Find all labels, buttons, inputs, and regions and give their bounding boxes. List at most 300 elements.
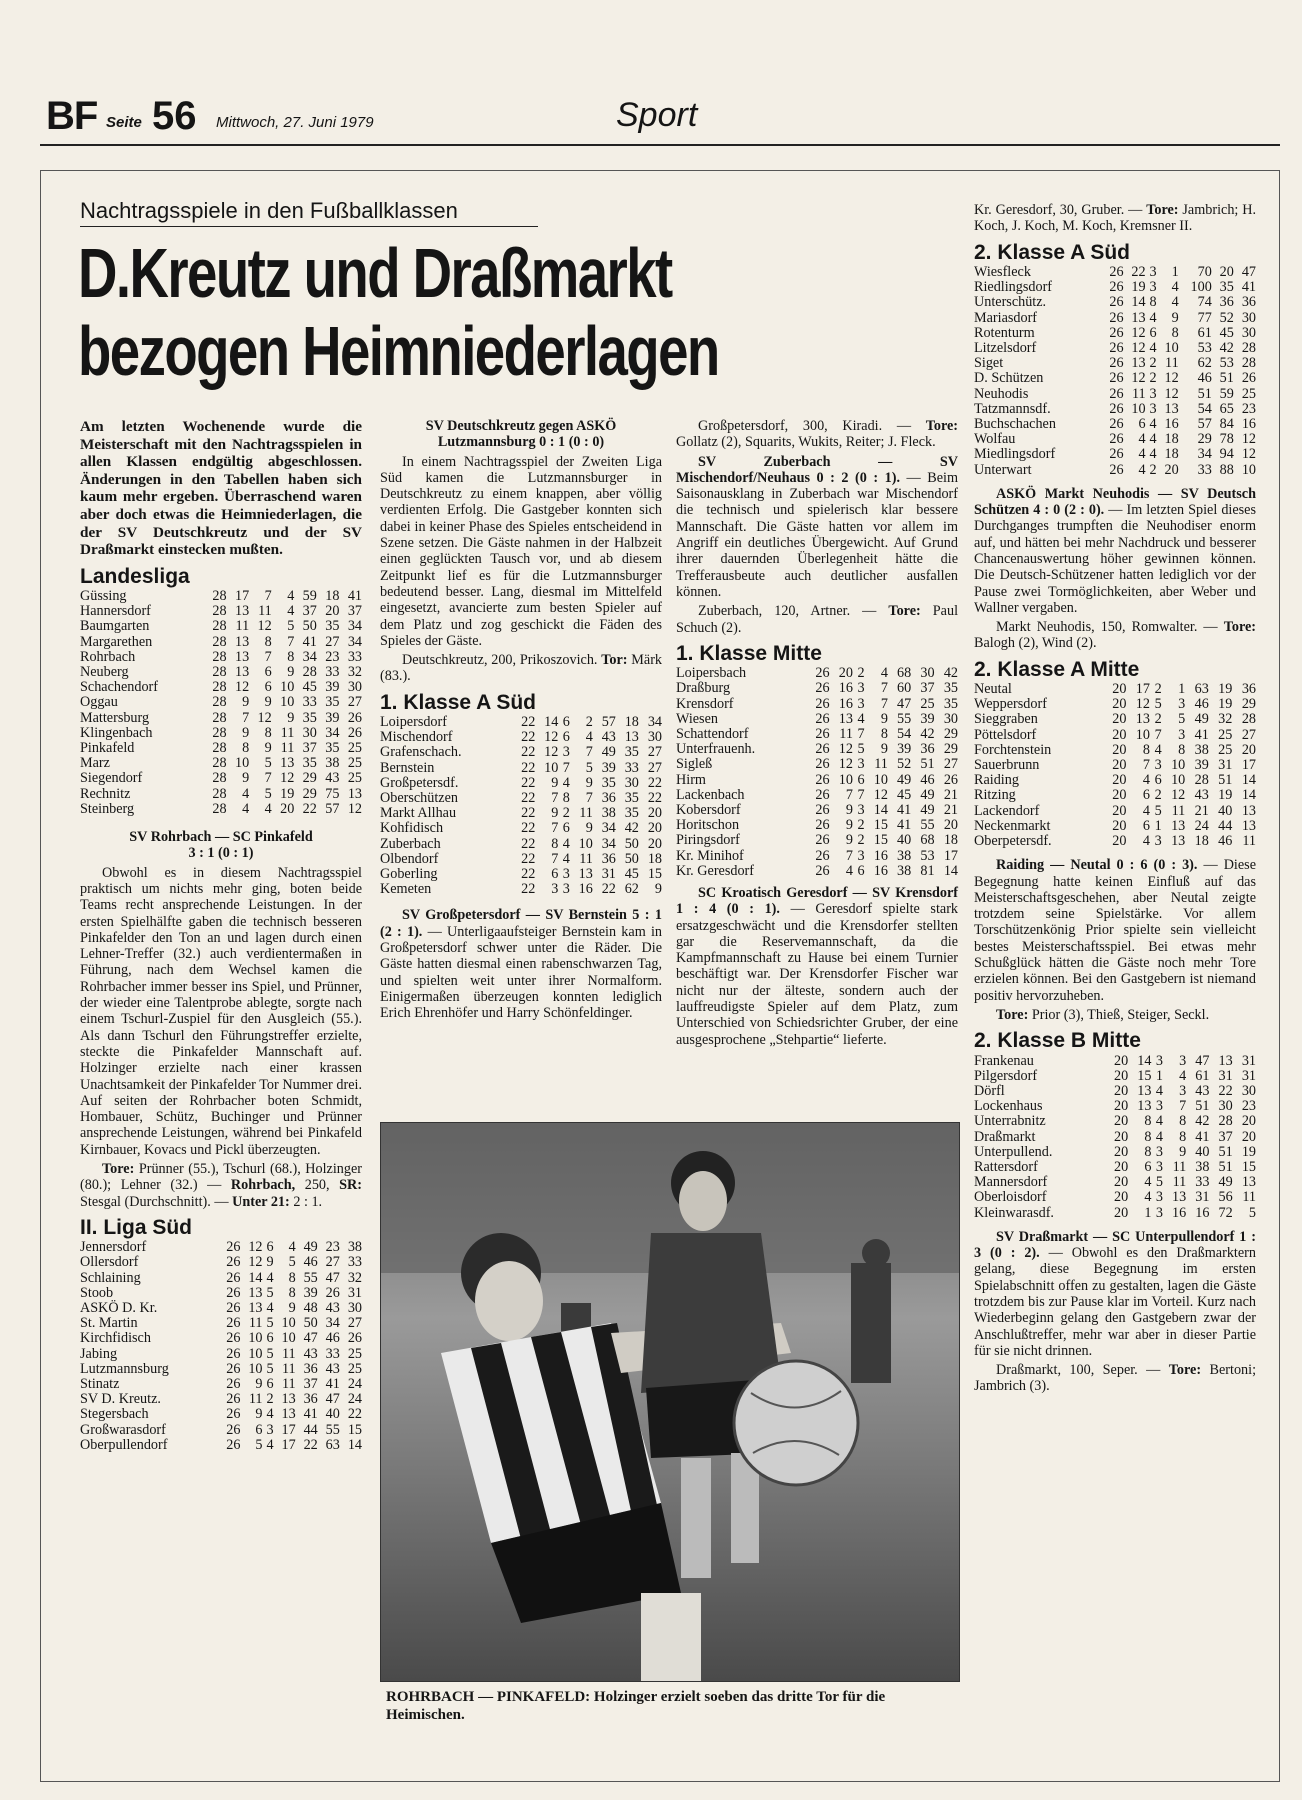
match-photo <box>380 1122 960 1682</box>
stat-cell: 31 <box>1218 757 1233 774</box>
stat-cell: 2 <box>562 805 570 822</box>
stat-cell: 20 <box>1114 1082 1129 1099</box>
stat-cell: 6 <box>264 679 272 696</box>
stat-cell: 11 <box>235 618 250 635</box>
stat-cell: 37 <box>302 603 317 620</box>
stat-cell: 30 <box>647 729 662 746</box>
stat-cell: 13 <box>234 603 250 620</box>
stat-cell: 16 <box>873 862 888 879</box>
stat-cell: 23 <box>1241 400 1256 417</box>
stat-cell: 7 <box>551 820 559 837</box>
stat-cell: 11 <box>1172 1158 1187 1175</box>
table-row <box>974 1206 1256 1221</box>
stat-cell: 26 <box>325 1284 340 1301</box>
team-name: Piringsdorf <box>676 832 740 849</box>
stat-cell: 9 <box>264 694 272 711</box>
stat-cell: 26 <box>815 680 830 697</box>
standings-table-k1mitte <box>676 666 958 879</box>
stat-cell: 13 <box>281 1391 296 1408</box>
stat-cell: 40 <box>1218 802 1233 819</box>
stat-cell: 26 <box>226 1421 241 1438</box>
table-row <box>974 758 1256 773</box>
stat-cell: 28 <box>1241 355 1256 372</box>
report-markt-neuhodis-end: Markt Neuhodis, 150, Romwalter. — Tore: Balogh (2), Wind (2). <box>974 619 1257 652</box>
stat-cell: 7 <box>264 648 272 665</box>
stat-cell: 3 <box>857 801 865 818</box>
team-name: Kr. Geresdorf <box>676 862 755 879</box>
stat-cell: 100 <box>1190 279 1212 296</box>
stat-cell: 3 <box>1155 1158 1164 1175</box>
stat-cell: 44 <box>1218 817 1233 834</box>
team-name: Lackenbach <box>676 786 745 803</box>
team-name: Oberpullendorf <box>80 1436 168 1453</box>
stat-cell: 50 <box>303 1315 318 1332</box>
table-row <box>974 371 1256 386</box>
table-row <box>676 788 958 803</box>
stat-cell: 11 <box>280 740 295 757</box>
stat-cell: 45 <box>624 866 639 883</box>
stat-cell: 16 <box>578 881 593 898</box>
stat-cell: 14 <box>544 714 559 731</box>
stat-cell: 16 <box>1241 415 1256 432</box>
stat-cell: 4 <box>1138 461 1146 478</box>
table-row <box>974 280 1256 295</box>
stat-cell: 5 <box>287 618 295 635</box>
stat-cell: 9 <box>287 709 295 726</box>
stat-cell: 88 <box>1219 461 1234 478</box>
table-row <box>676 818 958 833</box>
table-row <box>974 682 1256 697</box>
stat-cell: 13 <box>280 755 295 772</box>
stat-cell: 35 <box>325 740 340 757</box>
stat-cell: 22 <box>647 790 662 807</box>
stat-cell: 16 <box>873 847 888 864</box>
stat-cell: 7 <box>585 790 593 807</box>
stat-cell: 13 <box>347 785 362 802</box>
stat-cell: 13 <box>1241 817 1256 834</box>
stat-cell: 29 <box>1197 431 1212 448</box>
stat-cell: 7 <box>1179 1098 1187 1115</box>
stat-cell: 29 <box>943 725 958 742</box>
table-row <box>974 1130 1256 1145</box>
team-name: Kleinwarasdf. <box>974 1204 1054 1221</box>
stat-cell: 6 <box>1144 1158 1152 1175</box>
stat-cell: 12 <box>248 1239 263 1256</box>
stat-cell: 13 <box>1171 817 1186 834</box>
table-row <box>380 715 662 730</box>
stat-cell: 5 <box>266 1360 274 1377</box>
stat-cell: 35 <box>624 805 639 822</box>
table-row <box>974 1114 1256 1129</box>
brand-logo: BF <box>46 94 98 138</box>
team-name: Mannersdorf <box>974 1174 1048 1191</box>
stat-cell: 29 <box>302 770 317 787</box>
stat-cell: 32 <box>347 664 362 681</box>
stat-cell: 3 <box>1178 696 1186 713</box>
stat-cell: 16 <box>1164 415 1179 432</box>
stat-cell: 43 <box>303 1345 318 1362</box>
stat-cell: 7 <box>242 709 250 726</box>
stat-cell: 20 <box>1241 741 1256 758</box>
table-row <box>80 1316 362 1331</box>
stat-cell: 21 <box>943 801 958 818</box>
stat-cell: 28 <box>212 785 227 802</box>
stat-cell: 10 <box>838 771 853 788</box>
stat-cell: 4 <box>266 1406 274 1423</box>
stat-cell: 23 <box>1241 1098 1256 1115</box>
stat-cell: 26 <box>347 724 362 741</box>
stat-cell: 38 <box>601 805 616 822</box>
stat-cell: 55 <box>325 1421 340 1438</box>
stat-cell: 25 <box>1218 741 1233 758</box>
table-row <box>676 849 958 864</box>
stat-cell: 55 <box>897 710 912 727</box>
table-row <box>80 1423 362 1438</box>
stat-cell: 41 <box>302 633 317 650</box>
stat-cell: 35 <box>624 744 639 761</box>
headline-line-1: D.Kreutz und Draßmarkt <box>78 234 672 312</box>
stat-cell: 1 <box>1154 817 1162 834</box>
stat-cell: 15 <box>873 832 888 849</box>
team-name: Jennersdorf <box>80 1239 147 1256</box>
report-raiding-neutal: Raiding — Neutal 0 : 6 (0 : 3). — Diese Begegnung hatte keinen Einfluß auf das Meisterschaftsgeschehen, aber Neutal zeigte trotzdem seine Spielstärke. Vor allem Torschützenkönig Prior spielte sein vielleicht bestes Meisterschaftsspiel. Bei etwas mehr Schußglück hätten die Gäste noch mehr Tore erzielen können. Bei den Gastgebern ist niemand positiv hervorzuheben. <box>974 857 1256 1004</box>
stat-cell: 3 <box>562 744 570 761</box>
stat-cell: 48 <box>303 1300 318 1317</box>
stat-cell: 15 <box>1241 1158 1256 1175</box>
team-name: Großpetersdf. <box>380 774 459 791</box>
stat-cell: 26 <box>1109 309 1124 326</box>
stat-cell: 59 <box>1219 385 1234 402</box>
table-row <box>974 728 1256 743</box>
table-row <box>380 882 662 897</box>
team-name: Bernstein <box>380 759 435 776</box>
stat-cell: 35 <box>302 709 317 726</box>
stat-cell: 40 <box>325 1406 340 1423</box>
stat-cell: 51 <box>1197 385 1212 402</box>
stat-cell: 7 <box>264 588 272 605</box>
column-2 <box>380 418 662 1025</box>
stat-cell: 1 <box>1171 263 1179 280</box>
table-row <box>974 1069 1256 1084</box>
stat-cell: 14 <box>248 1269 263 1286</box>
team-name: Buchschachen <box>974 415 1056 432</box>
stat-cell: 9 <box>845 817 853 834</box>
stat-cell: 38 <box>897 847 912 864</box>
stat-cell: 3 <box>562 866 570 883</box>
stat-cell: 28 <box>212 694 227 711</box>
stat-cell: 51 <box>1218 1143 1233 1160</box>
stat-cell: 6 <box>266 1239 274 1256</box>
stat-cell: 20 <box>1164 461 1179 478</box>
team-name: Kobersdorf <box>676 801 741 818</box>
stat-cell: 17 <box>281 1421 296 1438</box>
column-4 <box>974 202 1256 1398</box>
stat-cell: 11 <box>1171 802 1186 819</box>
report-scorers-rohrbach: Tore: Prünner (55.), Tschurl (68.), Holzinger (80.); Lehner (32.) — Rohrbach, 250, SR: Stesgal (Durchschnitt). — Unter 21: 2 : 1. <box>80 1161 363 1210</box>
stat-cell: 41 <box>347 588 362 605</box>
stat-cell: 9 <box>1171 309 1179 326</box>
stat-cell: 43 <box>325 770 340 787</box>
stat-cell: 4 <box>1144 1189 1152 1206</box>
table-row <box>380 837 662 852</box>
stat-cell: 12 <box>1241 431 1256 448</box>
stat-cell: 81 <box>920 862 935 879</box>
stat-cell: 11 <box>248 1315 263 1332</box>
stat-cell: 4 <box>287 603 295 620</box>
stat-cell: 26 <box>1109 370 1124 387</box>
stat-cell: 28 <box>212 709 227 726</box>
table-row <box>676 803 958 818</box>
table-row <box>80 1240 362 1255</box>
stat-cell: 19 <box>1218 787 1233 804</box>
stat-cell: 36 <box>1241 681 1256 697</box>
stat-cell: 12 <box>248 1254 263 1271</box>
team-name: Markt Allhau <box>380 805 457 822</box>
stat-cell: 5 <box>266 1315 274 1332</box>
stat-cell: 15 <box>347 1421 362 1438</box>
table-row <box>676 773 958 788</box>
stat-cell: 34 <box>325 724 340 741</box>
team-name: Großwarasdorf <box>80 1421 166 1438</box>
table-row <box>974 341 1256 356</box>
table-row <box>80 1286 362 1301</box>
stat-cell: 7 <box>845 847 853 864</box>
stat-cell: 36 <box>303 1360 318 1377</box>
table-row <box>380 761 662 776</box>
stat-cell: 6 <box>1138 415 1146 432</box>
stat-cell: 11 <box>281 1376 296 1393</box>
stat-cell: 14 <box>347 1436 362 1453</box>
stat-cell: 10 <box>1164 339 1179 356</box>
stat-cell: 4 <box>1138 431 1146 448</box>
table-row <box>974 402 1256 417</box>
stat-cell: 31 <box>1195 1189 1210 1206</box>
stat-cell: 34 <box>325 1315 340 1332</box>
report-text-rohrbach: Obwohl es in diesem Nachtragsspiel praktisch um nichts mehr ging, boten beide Teams recht ansprechende Leistungen. In der ersten Spielhälfte gaben die technisch besseren Pinkafelder den Ton an und lagen durch einen Lehner-Treffer (32.) auch verdientermaßen in Führung, nach dem Wechsel kamen die Rohrbacher immer besser ins Spiel, und Prünner, der wieder eine Talentprobe ablegte, sorgte nach einem Tschurl-Zuspiel für den Ausgleich (55.). Als dann Tschurl den Führungstreffer erzielte, steckte die Pinkafelder Mannschaft auf. Holzinger erzielte nach einer krassen Unachtsamkeit der Pinkafelder Tor Nummer drei. Auf seiten der Rohrbacher boten Schmidt, Hombauer, Schütz, Buchinger und Prünner ansprechende Leistungen, während bei Pinkafeld Kirnbauer, Kovacs und Pickl überzeugten. <box>80 864 362 1158</box>
table-row <box>974 432 1256 447</box>
team-name: Neuberg <box>80 664 129 681</box>
table-title-k2amitte: 2. Klasse A Mitte <box>974 657 1140 681</box>
stat-cell: 13 <box>248 1300 263 1317</box>
stat-cell: 43 <box>325 1300 340 1317</box>
stat-cell: 4 <box>287 588 295 605</box>
stat-cell: 8 <box>264 724 272 741</box>
stat-cell: 13 <box>1241 802 1256 819</box>
table-row <box>80 650 362 665</box>
stat-cell: 46 <box>325 1330 340 1347</box>
stat-cell: 10 <box>248 1360 263 1377</box>
stat-cell: 57 <box>1197 415 1212 432</box>
stat-cell: 4 <box>1179 1067 1187 1084</box>
table-row <box>974 326 1256 341</box>
report-grosspetersdorf-end: Großpetersdorf, 300, Kiradi. — Tore: Gollatz (2), Squarits, Wukits, Reiter; J. Fleck. <box>676 418 959 451</box>
stat-cell: 4 <box>264 800 272 817</box>
stat-cell: 10 <box>248 1330 263 1347</box>
stat-cell: 5 <box>264 785 272 802</box>
team-name: Rattersdorf <box>974 1158 1038 1175</box>
report-grosspetersdorf: SV Großpetersdorf — SV Bernstein 5 : 1 (2 : 1). — Unterligaaufsteiger Bernstein kam in Großpetersdorf schwer unter die Räder. Die Gäste hatten diesmal einen rabenschwarzen Tag, und spielten weit unter ihrer Normalform. Einigermaßen überzeugen konnten lediglich Erich Ehrenhöfer und Harry Schönfeldinger. <box>380 907 662 1022</box>
stat-cell: 12 <box>1241 446 1256 463</box>
stat-cell: 3 <box>1149 400 1157 417</box>
stat-cell: 28 <box>212 724 227 741</box>
standings-table-k1asued <box>380 715 662 897</box>
team-name: Klingenbach <box>80 724 153 741</box>
stat-cell: 3 <box>1155 1189 1164 1206</box>
stat-cell: 3 <box>1149 279 1157 296</box>
stat-cell: 18 <box>943 832 958 849</box>
stat-cell: 26 <box>815 665 830 682</box>
stat-cell: 84 <box>1219 415 1234 432</box>
stat-cell: 5 <box>857 741 865 758</box>
standings-table-k2asued <box>974 265 1256 478</box>
stat-cell: 29 <box>302 785 317 802</box>
team-name: Goberling <box>380 866 438 883</box>
stat-cell: 26 <box>943 771 958 788</box>
table-row <box>676 666 958 681</box>
table-row <box>974 804 1256 819</box>
team-name: Sigleß <box>676 756 713 773</box>
team-name: Unterwart <box>974 461 1032 478</box>
stat-cell: 7 <box>287 633 295 650</box>
team-name: Siegendorf <box>80 770 143 787</box>
stat-cell: 4 <box>857 710 865 727</box>
stat-cell: 6 <box>1142 817 1150 834</box>
stat-cell: 26 <box>226 1254 241 1271</box>
stat-cell: 3 <box>1155 1098 1164 1115</box>
stat-cell: 8 <box>1149 294 1157 311</box>
team-name: Unterrabnitz <box>974 1113 1046 1130</box>
table-row <box>80 711 362 726</box>
stat-cell: 2 <box>266 1391 274 1408</box>
stat-cell: 22 <box>521 774 536 791</box>
stat-cell: 4 <box>1149 446 1157 463</box>
stat-cell: 20 <box>1112 817 1127 834</box>
table-row <box>80 802 362 817</box>
stat-cell: 74 <box>1197 294 1212 311</box>
table-row <box>974 788 1256 803</box>
stat-cell: 9 <box>880 710 888 727</box>
stat-cell: 3 <box>1179 1052 1187 1069</box>
team-name: Olbendorf <box>380 850 439 867</box>
stat-cell: 63 <box>325 1436 340 1453</box>
team-name: Kr. Minihof <box>676 847 744 864</box>
stat-cell: 25 <box>920 695 935 712</box>
team-name: Neuhodis <box>974 385 1029 402</box>
stat-cell: 5 <box>1248 1204 1256 1221</box>
stat-cell: 41 <box>1241 279 1256 296</box>
stat-cell: 42 <box>624 820 639 837</box>
stat-cell: 28 <box>302 664 317 681</box>
stat-cell: 24 <box>347 1376 362 1393</box>
stat-cell: 41 <box>303 1406 318 1423</box>
stat-cell: 4 <box>266 1436 274 1453</box>
stat-cell: 22 <box>521 729 536 746</box>
issue-date: Mittwoch, 27. Juni 1979 <box>216 114 374 131</box>
table-row <box>80 1271 362 1286</box>
stat-cell: 21 <box>943 786 958 803</box>
stat-cell: 11 <box>280 724 295 741</box>
stat-cell: 3 <box>562 881 570 898</box>
stat-cell: 12 <box>280 770 295 787</box>
stat-cell: 28 <box>212 770 227 787</box>
stat-cell: 5 <box>1154 696 1162 713</box>
stat-cell: 55 <box>920 817 935 834</box>
stat-cell: 41 <box>1195 1128 1210 1145</box>
stat-cell: 31 <box>1241 1052 1256 1069</box>
stat-cell: 20 <box>1114 1098 1129 1115</box>
stat-cell: 30 <box>1218 1098 1233 1115</box>
stat-cell: 20 <box>647 820 662 837</box>
kicker-underline <box>80 226 538 227</box>
stat-cell: 10 <box>578 835 593 852</box>
stat-cell: 7 <box>562 759 570 776</box>
stat-cell: 35 <box>1219 279 1234 296</box>
stat-cell: 10 <box>1171 757 1186 774</box>
stat-cell: 2 <box>585 714 593 731</box>
stat-cell: 49 <box>601 744 616 761</box>
stat-cell: 6 <box>266 1376 274 1393</box>
stat-cell: 22 <box>521 850 536 867</box>
stat-cell: 36 <box>303 1391 318 1408</box>
stat-cell: 26 <box>226 1376 241 1393</box>
stat-cell: 10 <box>1171 772 1186 789</box>
stat-cell: 7 <box>857 725 865 742</box>
stat-cell: 20 <box>1114 1143 1129 1160</box>
stat-cell: 12 <box>1131 339 1146 356</box>
stat-cell: 22 <box>521 759 536 776</box>
report-kroatisch-geresdorf: SC Kroatisch Geresdorf — SV Krensdorf 1 : 4 (0 : 1). — Geresdorf spielte stark ersatzgeschwächt und die Krensdorfer stellten gar die Reservemannschaft, da die Kampfmannschaft zu Hause bei einem Turnier beschäftigt war. Der Krensdorfer Fischer war nicht nur der älteste, sondern auch der lauffreudigste Spieler auf dem Platz, zum Unterschied von Schiedsrichter Gruber, der eine ausgesprochene „Stehpartie“ lieferte. <box>676 885 959 1048</box>
stat-cell: 42 <box>1195 1113 1210 1130</box>
stat-cell: 12 <box>1171 787 1186 804</box>
stat-cell: 46 <box>1197 370 1212 387</box>
stat-cell: 47 <box>1241 263 1256 280</box>
stat-cell: 13 <box>1135 711 1150 728</box>
stat-cell: 10 <box>544 759 559 776</box>
stat-cell: 70 <box>1197 263 1212 280</box>
stat-cell: 20 <box>1114 1067 1129 1084</box>
stat-cell: 20 <box>1241 1113 1256 1130</box>
stat-cell: 15 <box>647 866 662 883</box>
stat-cell: 11 <box>1131 385 1146 402</box>
stat-cell: 9 <box>242 724 250 741</box>
stat-cell: 3 <box>1154 757 1162 774</box>
stat-cell: 34 <box>601 820 616 837</box>
table-row <box>80 1255 362 1270</box>
stat-cell: 14 <box>1131 294 1146 311</box>
stat-cell: 44 <box>303 1421 318 1438</box>
football <box>734 1361 858 1485</box>
stat-cell: 8 <box>551 835 559 852</box>
stat-cell: 2 <box>1149 355 1157 372</box>
stat-cell: 9 <box>242 770 250 787</box>
stat-cell: 33 <box>325 664 340 681</box>
stat-cell: 4 <box>1149 309 1157 326</box>
stat-cell: 26 <box>1109 324 1124 341</box>
stat-cell: 26 <box>1109 385 1124 402</box>
stat-cell: 42 <box>1219 339 1234 356</box>
stat-cell: 12 <box>544 744 559 761</box>
table-row <box>974 819 1256 834</box>
stat-cell: 20 <box>1114 1113 1129 1130</box>
stat-cell: 20 <box>647 835 662 852</box>
table-row <box>676 757 958 772</box>
table-row <box>974 712 1256 727</box>
stat-cell: 14 <box>1137 1052 1152 1069</box>
stat-cell: 12 <box>257 618 272 635</box>
team-name: Pinkafeld <box>80 740 135 757</box>
team-name: Loipersdorf <box>380 714 447 731</box>
page-number: 56 <box>152 94 197 138</box>
